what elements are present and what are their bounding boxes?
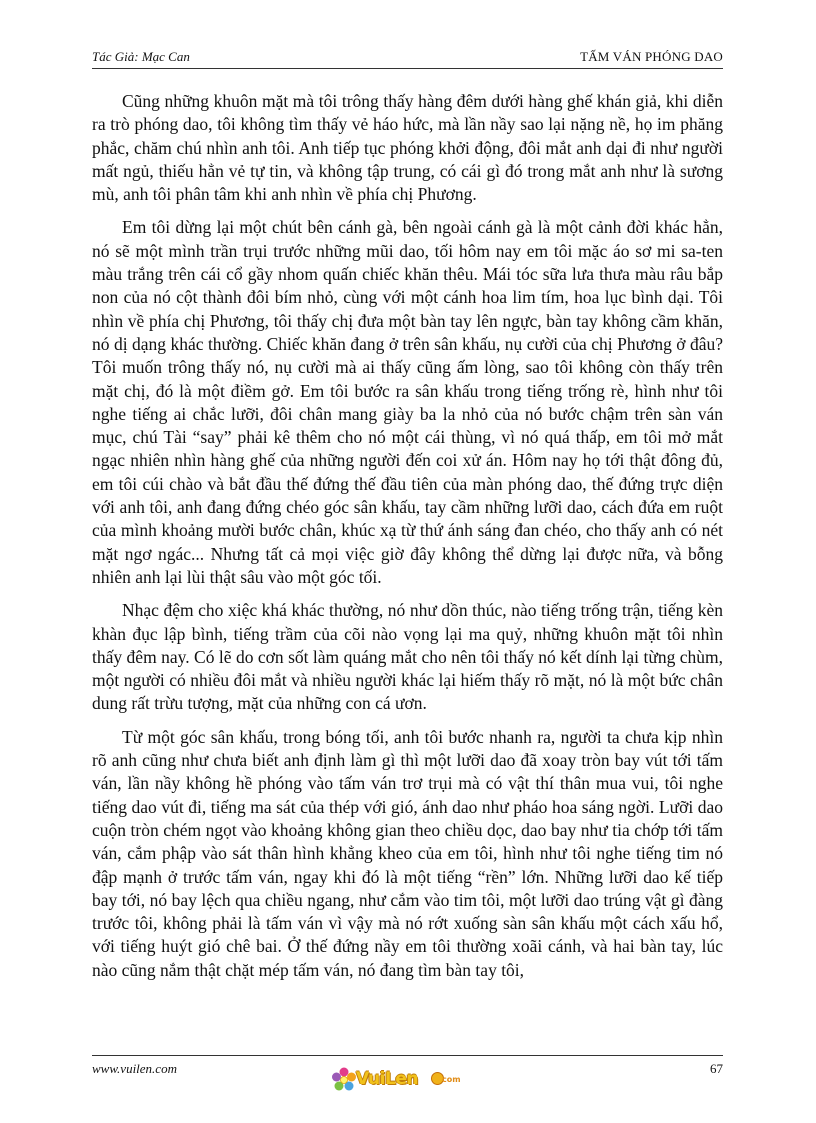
page-body xyxy=(92,90,723,1020)
website-link[interactable]: www.vuilen.com xyxy=(92,1061,177,1076)
logo-suffix: com xyxy=(442,1075,461,1084)
author-label: Tác Giả: Mạc Can xyxy=(92,49,190,64)
logo-wordmark: VuiLen xyxy=(356,1069,418,1089)
header-divider xyxy=(92,68,723,69)
page-number: 67 xyxy=(710,1061,723,1076)
paragraph: Từ một góc sân khấu, trong bóng tối, anh tôi bước nhanh ra, người ta chưa kịp nhìn rõ anh cũng như chưa biết anh định làm gì thì một lưỡi dao đã xoay tròn bay vút tới tấm ván, lần nầy không hề phóng vào tấm ván trơ trụi mà có vật thí thân mua vui, tôi nghe tiếng dao vút đi, tiếng ma sát của thép với gió, ánh dao như pháo hoa sáng ngời. Lưỡi dao cuộn tròn chém ngọt vào khoảng không gian theo chiều dọc, dao bay như tia chớp tới tấm ván, cắm phập vào sát thân hình khẳng kheo của em tôi, hình như tôi nghe tiếng tim nó đập mạnh ở trước tấm ván, ngay khi đó là một tiếng “rền” lớn. Những lưỡi dao kế tiếp bay tới, nó bay lệch qua chiều ngang, như cắm vào tim tôi, một lưỡi dao trúng vật gì đàng trước tôi, không phải là tấm ván vì vậy mà nó rớt xuống sàn sân khấu một cách xấu hổ, với tiếng huýt gió chê bai. Ở thế đứng nầy em tôi thường xoãi cánh, và hai bàn tay, lúc nào cũng nắm thật chặt mép tấm ván, nó đang tìm bàn tay tôi, xyxy=(92,726,723,980)
footer-divider xyxy=(92,1055,723,1056)
paragraph: Nhạc đệm cho xiệc khá khác thường, nó như dồn thúc, nào tiếng trống trận, tiếng kèn khàn đục lập bình, tiếng trầm của cõi nào vọng lại ma quỷ, những khuôn mặt tôi nhìn thấy đêm nay. Có lẽ do cơn sốt làm quáng mắt cho nên tôi thấy nó kết dính lại từng chùm, một người có nhiều đôi mắt và nhiều người khác lại hiếm thấy rõ mặt, nó là một bức chân dung rất trừu tượng, mặt của những con cá ươn. xyxy=(92,600,723,714)
paragraph: Cũng những khuôn mặt mà tôi trông thấy hàng đêm dưới hàng ghế khán giả, khi diễn ra trò phóng dao, tôi không tìm thấy vẻ háo hức, mà lần nầy sao lại nặng nề, họ im phăng phắc, chăm chú nhìn anh tôi. Anh tiếp tục phóng khởi động, đôi mắt anh dại đi như người mất ngủ, thiếu hẳn vẻ tự tin, và không tập trung, có cái gì đó trong mắt anh như là sương mù, anh tôi phân tâm khi anh nhìn về phía chị Phương. xyxy=(92,91,723,205)
book-title: TẤM VÁN PHÓNG DAO xyxy=(580,49,723,64)
flower-icon xyxy=(330,1066,358,1094)
paragraph: Em tôi dừng lại một chút bên cánh gà, bên ngoài cánh gà là một cảnh đời khác hẳn, nó sẽ một mình trần trụi trước những mũi dao, tối hôm nay em tôi mặc áo sơ mi sa-ten màu trắng trên cái cổ gầy nhom quấn chiếc khăn thêu. Mái tóc sữa lưa thưa màu râu bắp non của nó cột thành đôi bím nhỏ, cùng với một cánh hoa lim tím, hoa lục bình dại. Tôi nhìn về phía chị Phương, tôi thấy chị đưa một bàn tay lên ngực, bàn tay không cầm khăn, nó dị dạng khác thường. Chiếc khăn đang ở trên sân khấu, nụ cười của chị Phương ở đâu? Tôi muốn trông thấy nó, nụ cười mà ai thấy cũng ấm lòng, sao tôi không còn thấy trên mặt chị, đó là một điềm gở. Em tôi bước ra sân khấu trong tiếng trống rè, hình như tôi nghe tiếng ai chắc lưỡi, đôi chân mang giày ba la nhỏ của nó bước chậm trên sàn ván mục, chú Tài “say” phải kê thêm cho nó một cái thùng, vì nó quá thấp, em tôi mở mắt ngạc nhiên nhìn hàng ghế của những người đến coi xử án. Hôm nay họ tới thật đông đủ, em tôi cúi chào và bắt đầu thế đứng thế đầu tiên của màn phóng dao, thế đứng trực diện với anh tôi, anh đang đứng chéo góc sân khấu, tay cầm những lưỡi dao, cách đứa em ruột của mình khoảng mười bước chân, khúc xạ từ thứ ánh sáng đan chéo, cho thấy anh có nét mặt ngơ ngác... Nhưng tất cả mọi việc giờ đây không thể dừng lại được nữa, và bỗng nhiên anh lại lùi thật sâu vào một góc tối. xyxy=(92,217,723,587)
vuilen-logo[interactable] xyxy=(330,1066,480,1094)
page-header xyxy=(92,47,723,67)
